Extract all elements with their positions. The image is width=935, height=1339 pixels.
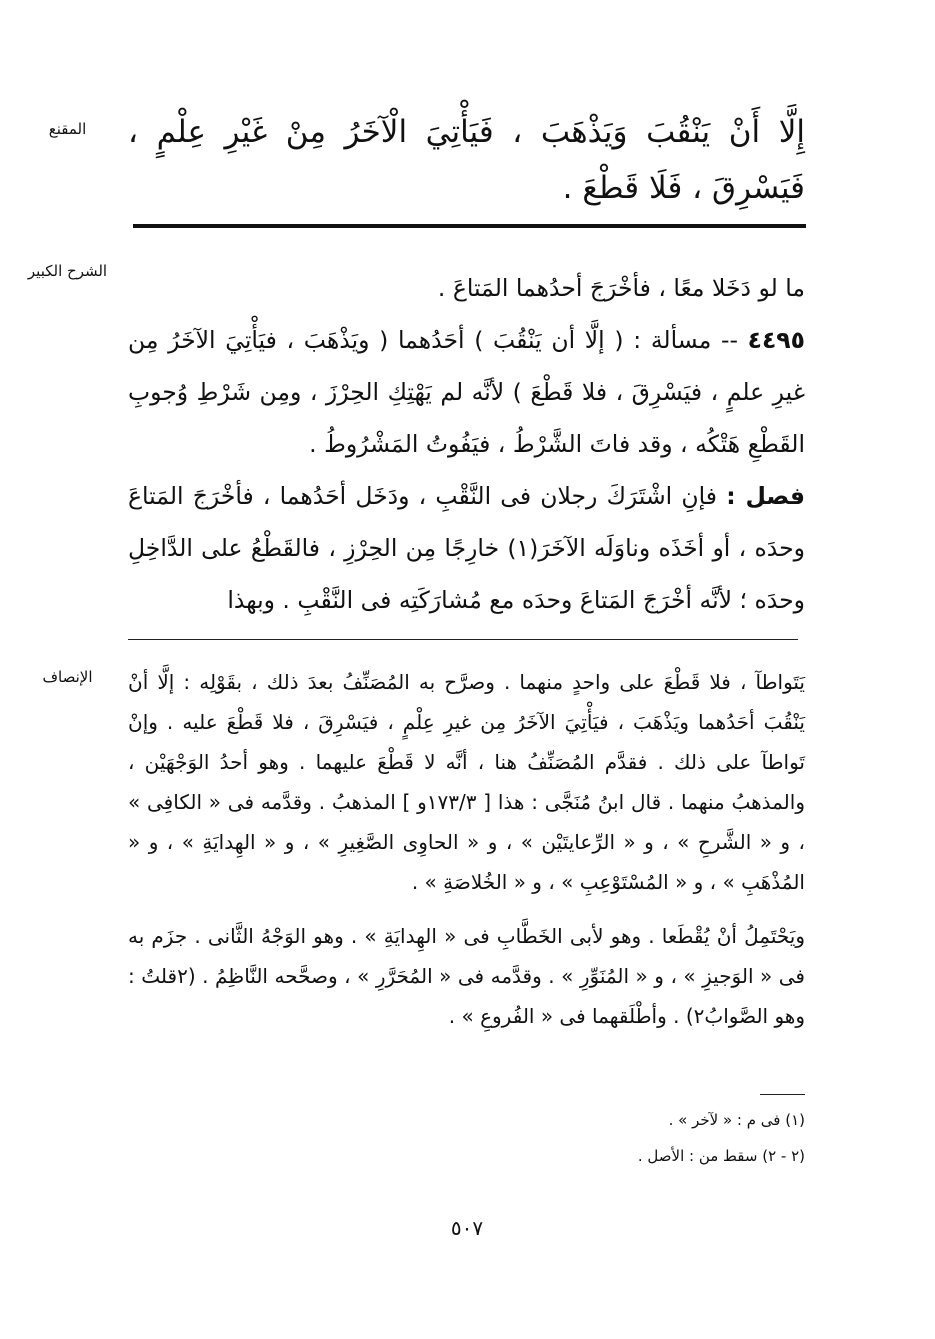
- page-number: ٥٠٧: [450, 1216, 484, 1240]
- paragraph-gap: [128, 902, 805, 916]
- insaf-paragraph-1: يَتَواطآ ، فلا قَطْعَ على واحدٍ منهما . وصرَّح به المُصَنِّفُ بعدَ ذلك ، بقَوْلِه : إلَّا أنْ يَنْقُبَ أحَدُهما ويَذْهَبَ ، فيَأْتِيَ الآخَرُ مِن غيرِ عِلْمٍ ، فيَسْرِقَ ، فلا قَطْعَ عليه . وإنْ تَواطآ على ذلك . فقدَّم المُصَنِّفُ هنا ، أنَّه لا قَطْعَ عليهما . وهو أحدُ الوَجْهَيْن ، والمذهبُ منهما . قال ابنُ مُنَجَّى : هذا [ ١٧٣/٣و ] المذهبُ . وقدَّمه فى « الكافِى » ، و « الشَّرحِ » ، و « الرِّعايتَيْن » ، و « الحاوِى الصَّغِيرِ » ، و « الهِدايَةِ » ، و « المُذْهَبِ » ، و « المُسْتَوْعِبِ » ، و « الخُلاصَةِ » .: [128, 670, 805, 894]
- footnote-1: (١) فى م : « لآخر » .: [668, 1111, 805, 1129]
- side-label-muqni: المقنع: [48, 120, 87, 138]
- muqni-text-block: [128, 104, 805, 216]
- side-label-insaf: الإنصاف: [42, 668, 93, 686]
- sharh-text-block: [128, 262, 805, 626]
- footnote-divider: [760, 1094, 805, 1095]
- muqni-paragraph: إِلَّا أَنْ يَنْقُبَ وَيَذْهَبَ ، فَيَأْتِيَ الْآخَرُ مِنْ غَيْرِ عِلْمٍ ، فَيَسْرِقَ ، فَلَا قَطْعَ .: [128, 114, 805, 206]
- sharh-paragraph-1: ما لو دَخَلا معًا ، فأخْرَجَ أحدُهما المَتاعَ .: [437, 274, 805, 302]
- fasl-paragraph: [128, 470, 805, 626]
- side-label-sharh: الشرح الكبير: [27, 262, 108, 280]
- masala-number: ٤٤٩٥: [747, 326, 805, 354]
- section-divider-thick: [133, 224, 806, 228]
- fasl-text: فإنِ اشْتَرَكَ رجلان فى النَّقْبِ ، ودَخَل أحَدُهما ، فأخْرَجَ المَتاعَ وحدَه ، أو أخَذَه وناوَلَه الآخَرَ(١) خارِجًا مِن الحِرْزِ ، فالقَطْعُ على الدَّاخِلِ وحدَه ؛ لأنَّه أخْرَجَ المَتاعَ وحدَه مع مُشارَكَتِه فى النَّقْبِ . وبهذا: [128, 482, 805, 614]
- masala-text: -- مسألة : ( إلَّا أن يَنْقُبَ ) أحَدُهما ( ويَذْهَبَ ، فيَأْتِيَ الآخَرُ مِن غيرِ علمٍ ، فيَسْرِقَ ، فلا قَطْعَ ) لأنَّه لم يَهْتِكِ الحِرْزَ ، ومِن شَرْطِ وُجوبِ القَطْعِ هَتْكُه ، وقد فاتَ الشَّرْطُ ، فيَفُوتُ المَشْرُوطُ .: [128, 326, 805, 458]
- insaf-text-block: [128, 662, 805, 1036]
- section-divider-thin: [128, 639, 798, 640]
- fasl-label: فصل :: [726, 482, 805, 510]
- insaf-paragraph-2: ويَحْتَمِلُ أنْ يُقْطَعا . وهو لأبى الخَطَّابِ فى « الهِدايَةِ » . وهو الوَجْهُ الثَّانى . جزَم به فى « الوَجيزِ » ، و « المُنَوِّرِ » . وقدَّمه فى « المُحَرَّرِ » ، وصحَّحه النَّاظِمُ . (٢قلتُ : وهو الصَّوابُ٢) . وأطْلَقهما فى « الفُروعِ » .: [128, 924, 805, 1028]
- masala-paragraph: [128, 314, 805, 470]
- footnotes: [500, 1102, 805, 1174]
- footnote-2: (٢ - ٢) سقط من : الأصل .: [637, 1147, 805, 1165]
